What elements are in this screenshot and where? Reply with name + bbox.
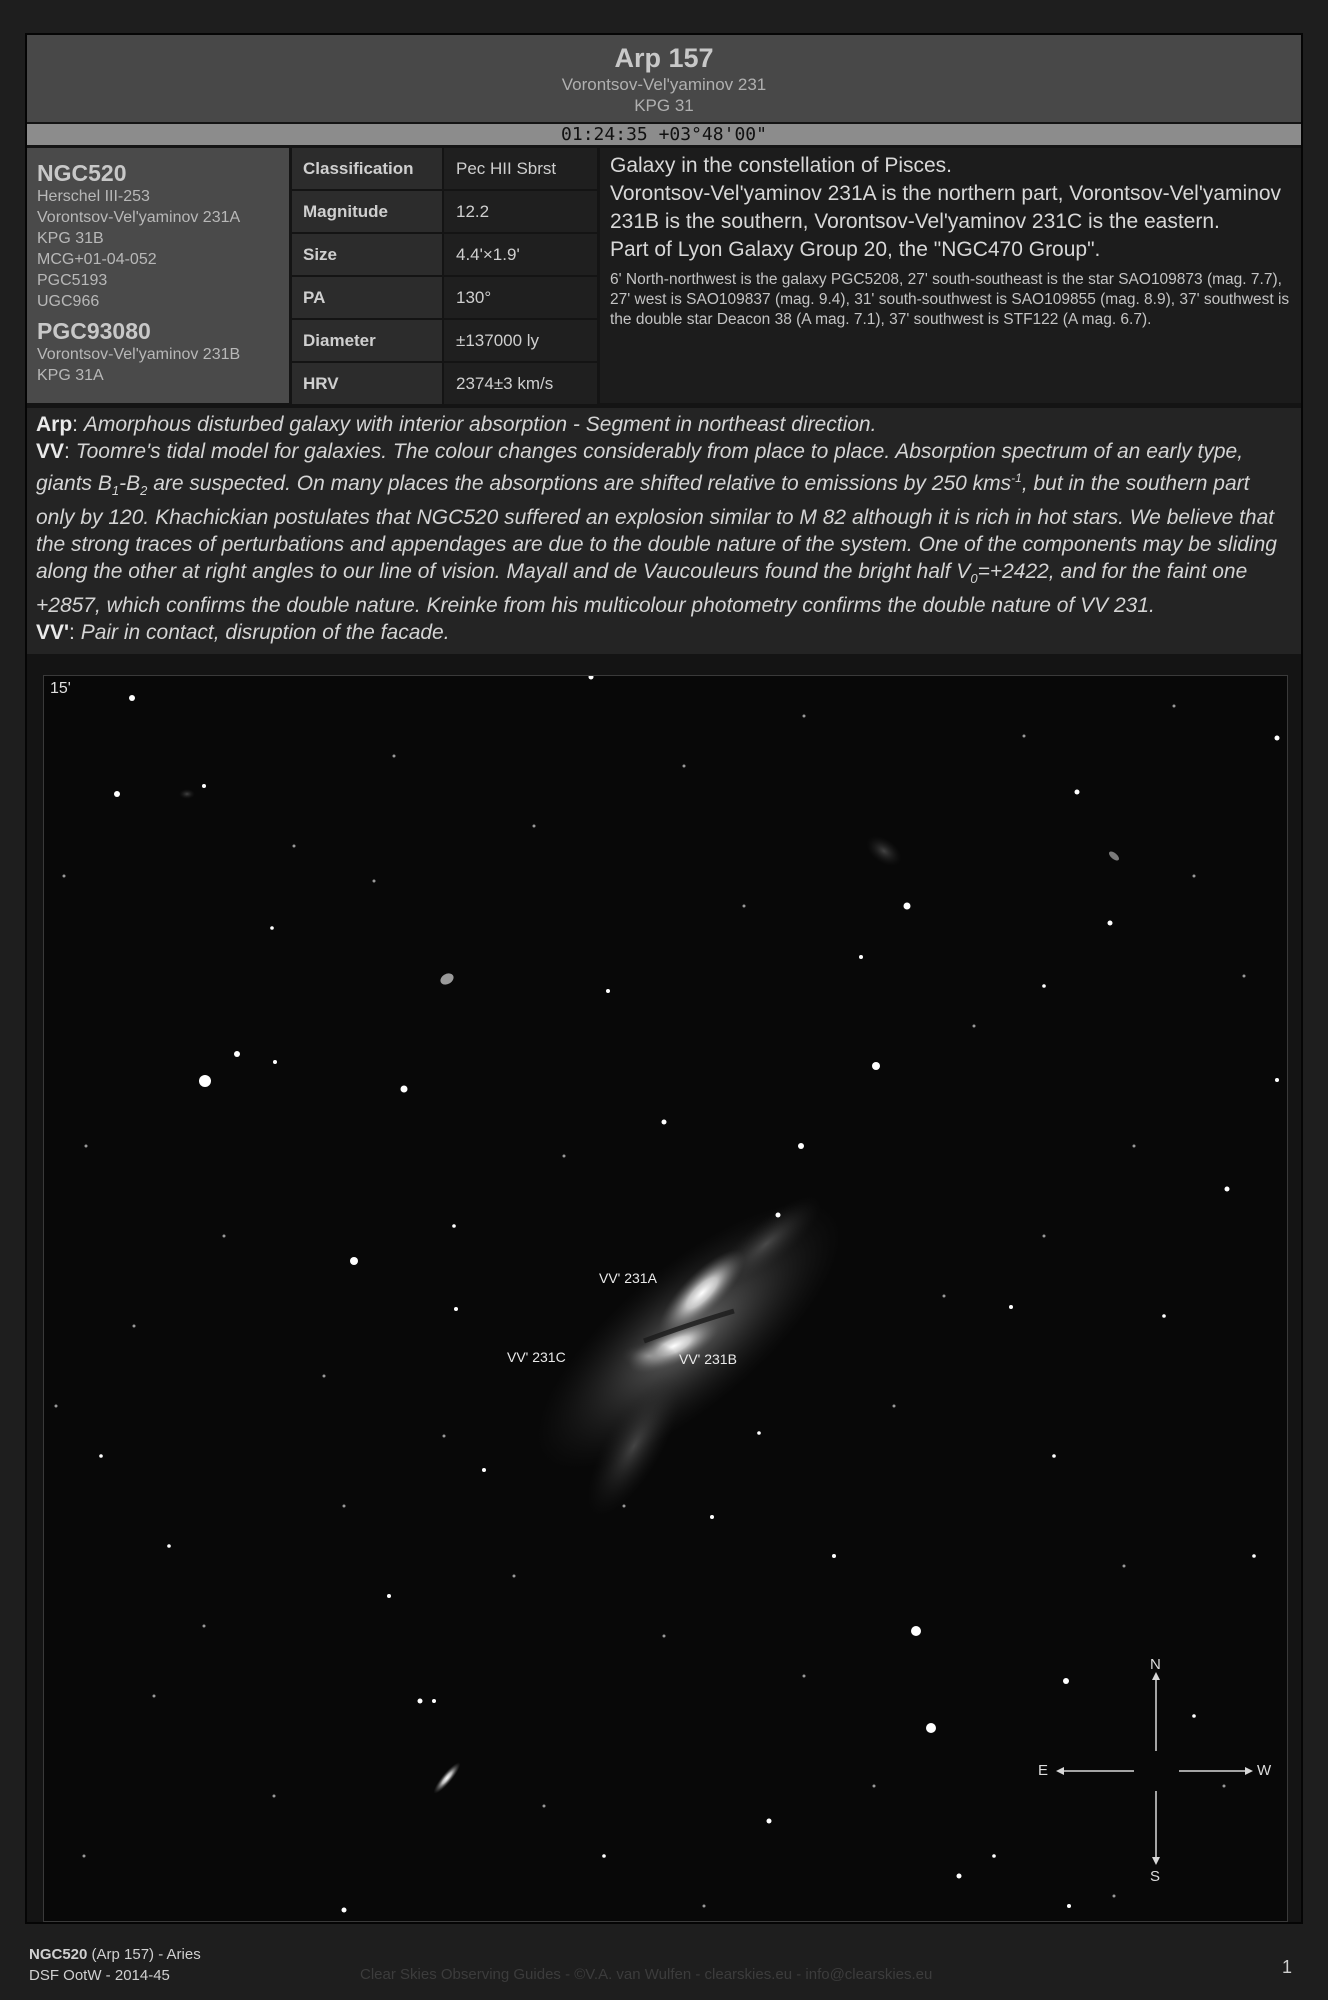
component-label-c: VV' 231C [507, 1349, 566, 1365]
page-title: Arp 157 [614, 43, 714, 73]
nearby-objects: 6' North-northwest is the galaxy PGC5208, 27' south-southeast is the star SAO109873 (mag. 7.7), 27' west is SAO109837 (mag. 9.4), 31' south-southwest is SAO109855 (mag. 8.9), 37' southwest is the double star Deacon 38 (A mag. 7.1), 37' southwest is STF122 (A mag. 6.7). [610, 271, 1290, 328]
primary-alias: KPG 31B [37, 230, 104, 247]
primary-name: NGC520 [37, 160, 127, 186]
property-row [292, 191, 597, 232]
primary-alias: PGC5193 [37, 272, 108, 289]
vvp-label: VV' [36, 621, 70, 645]
primary-alias: Vorontsov-Vel'yaminov 231A [37, 209, 241, 226]
primary-alias: Herschel III-253 [37, 188, 150, 205]
property-row [292, 320, 597, 361]
primary-alias: MCG+01-04-052 [37, 251, 157, 268]
secondary-name: PGC93080 [37, 318, 151, 344]
description-line: Part of Lyon Galaxy Group 20, the "NGC470 Group". [610, 238, 1101, 261]
header [27, 35, 1301, 122]
property-row [292, 363, 597, 404]
description-line: Galaxy in the constellation of Pisces. [610, 154, 953, 177]
compass-east: E [1038, 1762, 1049, 1779]
observing-sheet [25, 33, 1303, 1924]
vvp-text: Pair in contact, disruption of the facade. [80, 621, 450, 645]
compass-rose [1056, 876, 1253, 1865]
property-key: PA [292, 277, 442, 318]
property-value: ±137000 ly [444, 320, 597, 361]
compass-west: W [1257, 1762, 1272, 1779]
component-label-a: VV' 231A [599, 1270, 657, 1286]
property-value: 130° [444, 277, 597, 318]
description-line: Vorontsov-Vel'yaminov 231A is the northern part, Vorontsov-Vel'yaminov 231B is the southern, Vorontsov-Vel'yaminov 231C is the eastern. [610, 182, 1282, 233]
header-alias-1: Vorontsov-Vel'yaminov 231 [561, 75, 767, 94]
property-row [292, 234, 597, 275]
catalog-notes [27, 408, 1301, 654]
arp-note: Arp: Amorphous disturbed galaxy with interior absorption - Segment in northeast direction. [36, 413, 877, 436]
page-number: 1 [1282, 1957, 1293, 1977]
compass-north: N [1150, 1656, 1161, 1673]
galaxy-photo [43, 675, 1288, 1922]
secondary-alias: KPG 31A [37, 367, 104, 384]
properties-table [292, 148, 597, 403]
vv-label: VV [36, 440, 65, 463]
arp-label: Arp [36, 413, 73, 436]
footer-object: NGC520 (Arp 157) - Aries [29, 1946, 201, 1963]
compass-south: S [1150, 1868, 1161, 1885]
property-row [292, 148, 597, 189]
arp-text: Amorphous disturbed galaxy with interior absorption - Segment in northeast direction. [83, 413, 877, 436]
component-label-b: VV' 231B [679, 1351, 737, 1367]
primary-alias: UGC966 [37, 293, 100, 310]
vv-note: VV: Toomre's tidal model for galaxies. The colour changes considerably from place to place. Absorption spectrum of an early type, giants $B_1-B_2$ are suspected. On many places the absorptions are shifted relative to emissions by 250 kms$^{-1}$, but in the southern part only by 120. Khachickian postulates that NGC520 suffered an explosion similar to M 82 although it is rich in hot stars. We believe that the strong traces of perturbations and appendages are due to the double nature of the system. One of the components may be sliding along the other at right angles to our line of vision. Mayall and de Vaucouleurs found the bright half $V_0=+2422$, and for the faint one +2857, which confirms the double nature. Kreinke from his multicolour photometry confirms the double nature of VV 231. [36, 440, 1277, 618]
vv-text: Toomre's tidal model for galaxies. The colour changes considerably from place to place. Absorption spectrum of an early type, giants $B_1-B_2$ are suspected. On many places the absorptions are shifted relative to emissions by 250 kms$^{-1}$, but in the southern part only by 120. Khachickian postulates that NGC520 suffered an explosion similar to M 82 although it is rich in hot stars. We believe that the strong traces of perturbations and appendages are due to the double nature of the system. One of the components may be sliding along the other at right angles to our line of vision. Mayall and de Vaucouleurs found the bright half $V_0=+2422$, and for the faint one +2857, which confirms the double nature. Kreinke from his multicolour photometry confirms the double nature of VV 231. [36, 440, 1277, 618]
coordinates: 01:24:35 +03°48'00" [27, 124, 1301, 145]
vvp-note: VV': Pair in contact, disruption of the facade. [36, 621, 450, 645]
description-panel [600, 148, 1301, 403]
property-key: Diameter [292, 320, 442, 361]
property-key: Classification [292, 148, 442, 189]
footer-series: DSF OotW - 2014-45 [29, 1967, 170, 1984]
property-value: Pec HII Sbrst [444, 148, 597, 189]
photo-image [44, 676, 1288, 1922]
footer-credit: Clear Skies Observing Guides - ©V.A. van Wulfen - clearskies.eu - info@clearskies.eu [360, 1966, 933, 1983]
header-alias-2: KPG 31 [634, 96, 694, 115]
property-key: Magnitude [292, 191, 442, 232]
property-value: 4.4'×1.9' [444, 234, 597, 275]
identifiers-panel [27, 148, 289, 403]
property-value: 12.2 [444, 191, 597, 232]
property-key: Size [292, 234, 442, 275]
secondary-alias: Vorontsov-Vel'yaminov 231B [37, 346, 241, 363]
property-key: HRV [292, 363, 442, 404]
property-row [292, 277, 597, 318]
scale-label: 15' [50, 680, 71, 697]
property-value: 2374±3 km/s [444, 363, 597, 404]
